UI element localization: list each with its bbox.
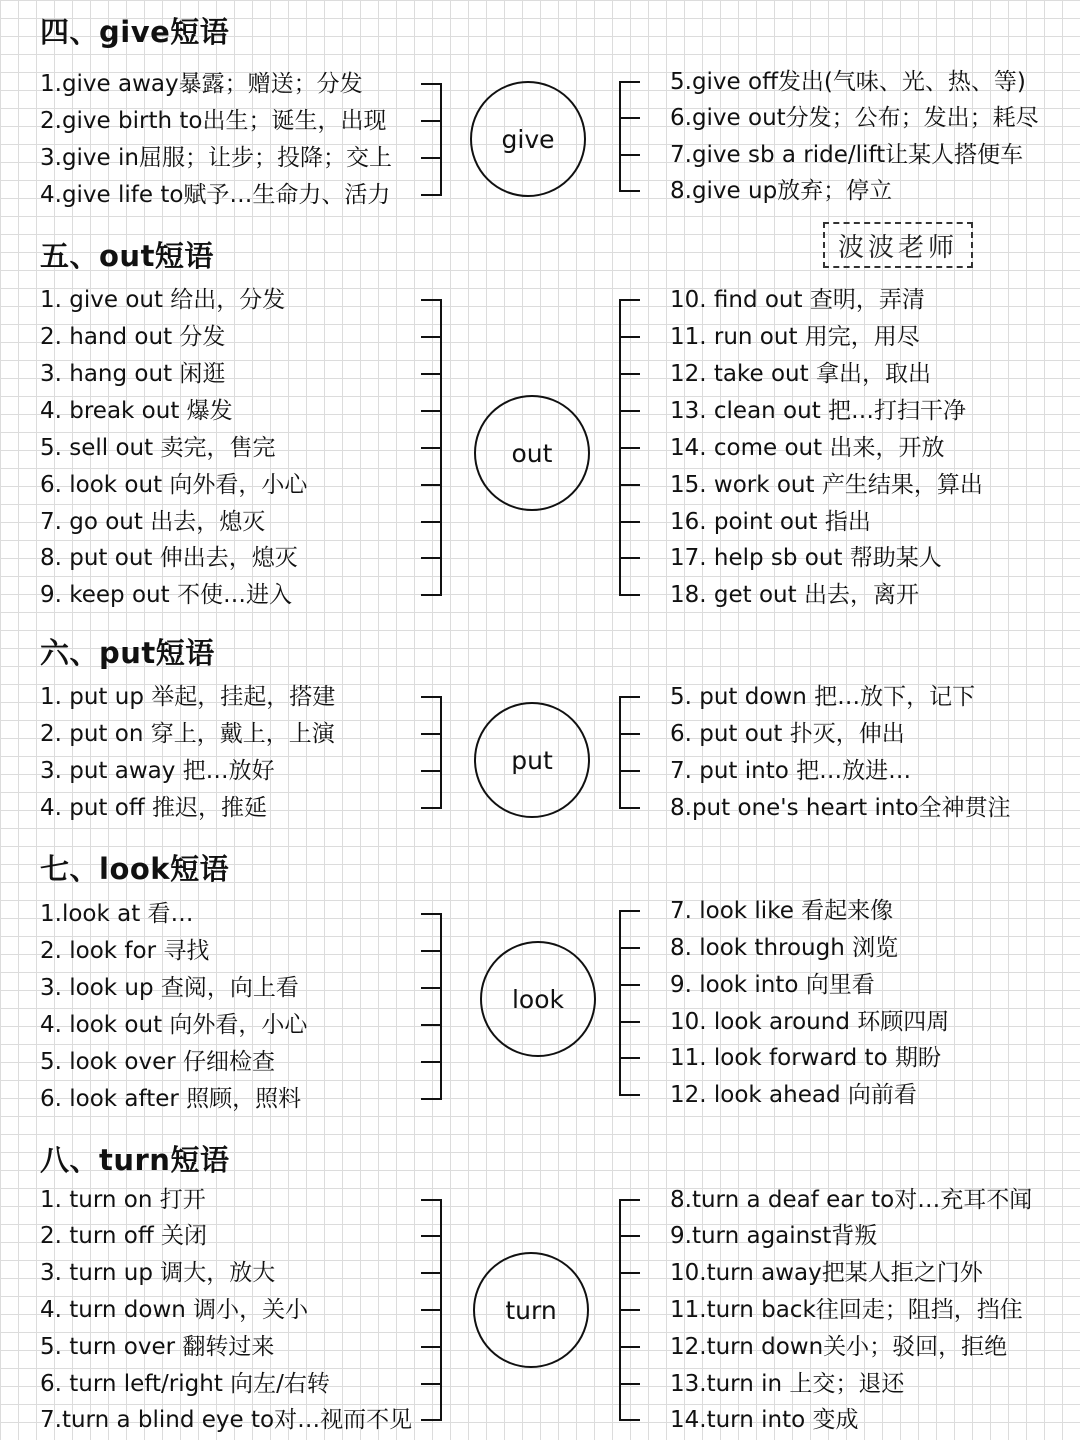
phrase-item-right: 8.put one's heart into全神贯注 — [670, 795, 1011, 821]
phrase-item-right: 10. find out 查明，弄清 — [670, 287, 925, 313]
right-bracket — [619, 81, 621, 192]
phrase-keyword-circle: put — [474, 702, 590, 818]
bracket-tick — [620, 521, 640, 523]
phrase-item-left: 2. look for 寻找 — [40, 938, 210, 964]
phrase-item-left: 7.turn a blind eye to对…视而不见 — [40, 1407, 413, 1433]
phrase-item-right: 11. run out 用完，用尽 — [670, 324, 920, 350]
bracket-tick — [421, 807, 441, 809]
bracket-tick — [620, 1383, 640, 1385]
bracket-tick — [421, 913, 441, 915]
bracket-tick — [421, 1235, 441, 1237]
phrase-item-right: 5.give off发出(气味、光、热、等) — [670, 69, 1026, 95]
phrase-item-right: 5. put down 把…放下，记下 — [670, 684, 976, 710]
bracket-tick — [421, 1061, 441, 1063]
bracket-tick — [620, 484, 640, 486]
phrase-item-right: 13. clean out 把…打扫干净 — [670, 398, 967, 424]
bracket-tick — [421, 299, 441, 301]
phrase-item-left: 4.give life to赋予…生命力、活力 — [40, 182, 391, 208]
phrase-item-left: 3. look up 查阅，向上看 — [40, 975, 299, 1001]
phrase-item-left: 2.give birth to出生；诞生，出现 — [40, 108, 387, 134]
bracket-tick — [620, 1272, 640, 1274]
bracket-tick — [620, 1235, 640, 1237]
teacher-stamp: 波波老师 — [823, 222, 973, 268]
bracket-tick — [620, 733, 640, 735]
bracket-tick — [421, 950, 441, 952]
phrase-item-right: 12. look ahead 向前看 — [670, 1082, 917, 1108]
section-heading: 六、put短语 — [40, 636, 215, 670]
left-bracket — [440, 913, 442, 1100]
bracket-tick — [620, 190, 640, 192]
phrase-item-left: 4. look out 向外看，小心 — [40, 1012, 308, 1038]
phrase-item-right: 17. help sb out 帮助某人 — [670, 545, 942, 571]
bracket-tick — [421, 594, 441, 596]
section-heading: 八、turn短语 — [40, 1143, 230, 1177]
phrase-item-left: 5. turn over 翻转过来 — [40, 1334, 275, 1360]
phrase-item-left: 6. turn left/right 向左/右转 — [40, 1371, 330, 1397]
phrase-item-right: 8. look through 浏览 — [670, 935, 899, 961]
phrase-keyword-circle: out — [474, 395, 590, 511]
phrase-item-left: 8. put out 伸出去，熄灭 — [40, 545, 298, 571]
bracket-tick — [421, 120, 441, 122]
bracket-tick — [620, 1309, 640, 1311]
phrase-item-left: 1.look at 看… — [40, 901, 194, 927]
bracket-tick — [620, 1346, 640, 1348]
bracket-tick — [421, 194, 441, 196]
bracket-tick — [620, 1094, 640, 1096]
phrase-item-right: 9. look into 向里看 — [670, 972, 875, 998]
phrase-item-right: 10. look around 环顾四周 — [670, 1009, 950, 1035]
right-bracket — [619, 1199, 621, 1421]
bracket-tick — [421, 1199, 441, 1201]
bracket-tick — [620, 1199, 640, 1201]
bracket-tick — [620, 1057, 640, 1059]
phrase-item-right: 13.turn in 上交；退还 — [670, 1371, 905, 1397]
phrase-item-left: 2. turn off 关闭 — [40, 1223, 208, 1249]
phrase-keyword-circle: look — [480, 941, 596, 1057]
phrase-keyword-circle: give — [470, 81, 586, 197]
bracket-tick — [421, 1024, 441, 1026]
phrase-item-left: 1. turn on 打开 — [40, 1187, 206, 1213]
bracket-tick — [421, 484, 441, 486]
bracket-tick — [620, 910, 640, 912]
bracket-tick — [620, 447, 640, 449]
bracket-tick — [620, 81, 640, 83]
bracket-tick — [421, 373, 441, 375]
bracket-tick — [620, 770, 640, 772]
bracket-tick — [421, 1309, 441, 1311]
phrase-item-left: 3. turn up 调大，放大 — [40, 1260, 276, 1286]
left-bracket — [440, 83, 442, 196]
phrase-item-right: 12.turn down关小；驳回，拒绝 — [670, 1334, 1008, 1360]
phrase-item-right: 7.give sb a ride/lift让某人搭便车 — [670, 142, 1024, 168]
phrase-item-right: 11. look forward to 期盼 — [670, 1045, 941, 1071]
phrase-item-left: 1. give out 给出，分发 — [40, 287, 286, 313]
bracket-tick — [620, 1419, 640, 1421]
phrase-item-left: 5. sell out 卖完，售完 — [40, 435, 276, 461]
phrase-item-right: 16. point out 指出 — [670, 509, 871, 535]
bracket-tick — [421, 447, 441, 449]
section-heading: 七、look短语 — [40, 852, 230, 886]
phrase-item-left: 7. go out 出去，熄灭 — [40, 509, 266, 535]
phrase-item-left: 6. look out 向外看，小心 — [40, 472, 308, 498]
bracket-tick — [421, 557, 441, 559]
right-bracket — [619, 696, 621, 809]
phrase-item-right: 11.turn back往回走；阻挡，挡住 — [670, 1297, 1023, 1323]
bracket-tick — [421, 1383, 441, 1385]
bracket-tick — [421, 1419, 441, 1421]
bracket-tick — [620, 410, 640, 412]
bracket-tick — [421, 336, 441, 338]
bracket-tick — [620, 1021, 640, 1023]
phrase-item-left: 9. keep out 不使…进入 — [40, 582, 292, 608]
phrase-item-right: 7. put into 把…放进… — [670, 758, 912, 784]
bracket-tick — [421, 770, 441, 772]
phrase-item-left: 3. hang out 闲逛 — [40, 361, 226, 387]
right-bracket — [619, 910, 621, 1096]
phrase-item-right: 6. put out 扑灭，伸出 — [670, 721, 905, 747]
bracket-tick — [620, 373, 640, 375]
phrase-item-left: 3. put away 把…放好 — [40, 758, 275, 784]
bracket-tick — [421, 1346, 441, 1348]
bracket-tick — [421, 1098, 441, 1100]
bracket-tick — [421, 521, 441, 523]
left-bracket — [440, 299, 442, 596]
phrase-item-right: 8.give up放弃；停立 — [670, 178, 893, 204]
bracket-tick — [421, 83, 441, 85]
phrase-item-left: 5. look over 仔细检查 — [40, 1049, 276, 1075]
bracket-tick — [620, 117, 640, 119]
phrase-item-right: 9.turn against背叛 — [670, 1223, 878, 1249]
phrase-item-left: 6. look after 照顾，照料 — [40, 1086, 302, 1112]
bracket-tick — [421, 987, 441, 989]
phrase-item-right: 14.turn into 变成 — [670, 1407, 859, 1433]
phrase-item-left: 2. put on 穿上，戴上，上演 — [40, 721, 335, 747]
bracket-tick — [620, 154, 640, 156]
phrase-item-right: 7. look like 看起来像 — [670, 898, 894, 924]
bracket-tick — [421, 696, 441, 698]
phrase-item-right: 6.give out分发；公布；发出；耗尽 — [670, 105, 1039, 131]
phrase-item-right: 14. come out 出来，开放 — [670, 435, 945, 461]
bracket-tick — [620, 696, 640, 698]
section-heading: 四、give短语 — [40, 15, 230, 49]
right-bracket — [619, 299, 621, 596]
left-bracket — [440, 696, 442, 809]
section-heading: 五、out短语 — [40, 239, 214, 273]
bracket-tick — [620, 557, 640, 559]
bracket-tick — [421, 733, 441, 735]
bracket-tick — [421, 1272, 441, 1274]
bracket-tick — [421, 157, 441, 159]
bracket-tick — [620, 336, 640, 338]
phrase-item-left: 4. turn down 调小，关小 — [40, 1297, 309, 1323]
phrase-item-left: 4. put off 推迟，推延 — [40, 795, 267, 821]
bracket-tick — [421, 410, 441, 412]
bracket-tick — [620, 947, 640, 949]
phrase-item-left: 3.give in屈服；让步；投降；交上 — [40, 145, 392, 171]
phrase-item-right: 12. take out 拿出，取出 — [670, 361, 931, 387]
bracket-tick — [620, 594, 640, 596]
phrase-item-left: 4. break out 爆发 — [40, 398, 233, 424]
phrase-item-left: 1. put up 举起，挂起，搭建 — [40, 684, 336, 710]
left-bracket — [440, 1199, 442, 1421]
bracket-tick — [620, 299, 640, 301]
phrase-keyword-circle: turn — [473, 1252, 589, 1368]
bracket-tick — [620, 984, 640, 986]
phrase-item-right: 15. work out 产生结果，算出 — [670, 472, 983, 498]
bracket-tick — [620, 807, 640, 809]
phrase-item-left: 1.give away暴露；赠送；分发 — [40, 71, 363, 97]
phrase-item-left: 2. hand out 分发 — [40, 324, 226, 350]
phrase-item-right: 8.turn a deaf ear to对…充耳不闻 — [670, 1187, 1033, 1213]
phrase-item-right: 10.turn away把某人拒之门外 — [670, 1260, 983, 1286]
phrase-item-right: 18. get out 出去，离开 — [670, 582, 919, 608]
